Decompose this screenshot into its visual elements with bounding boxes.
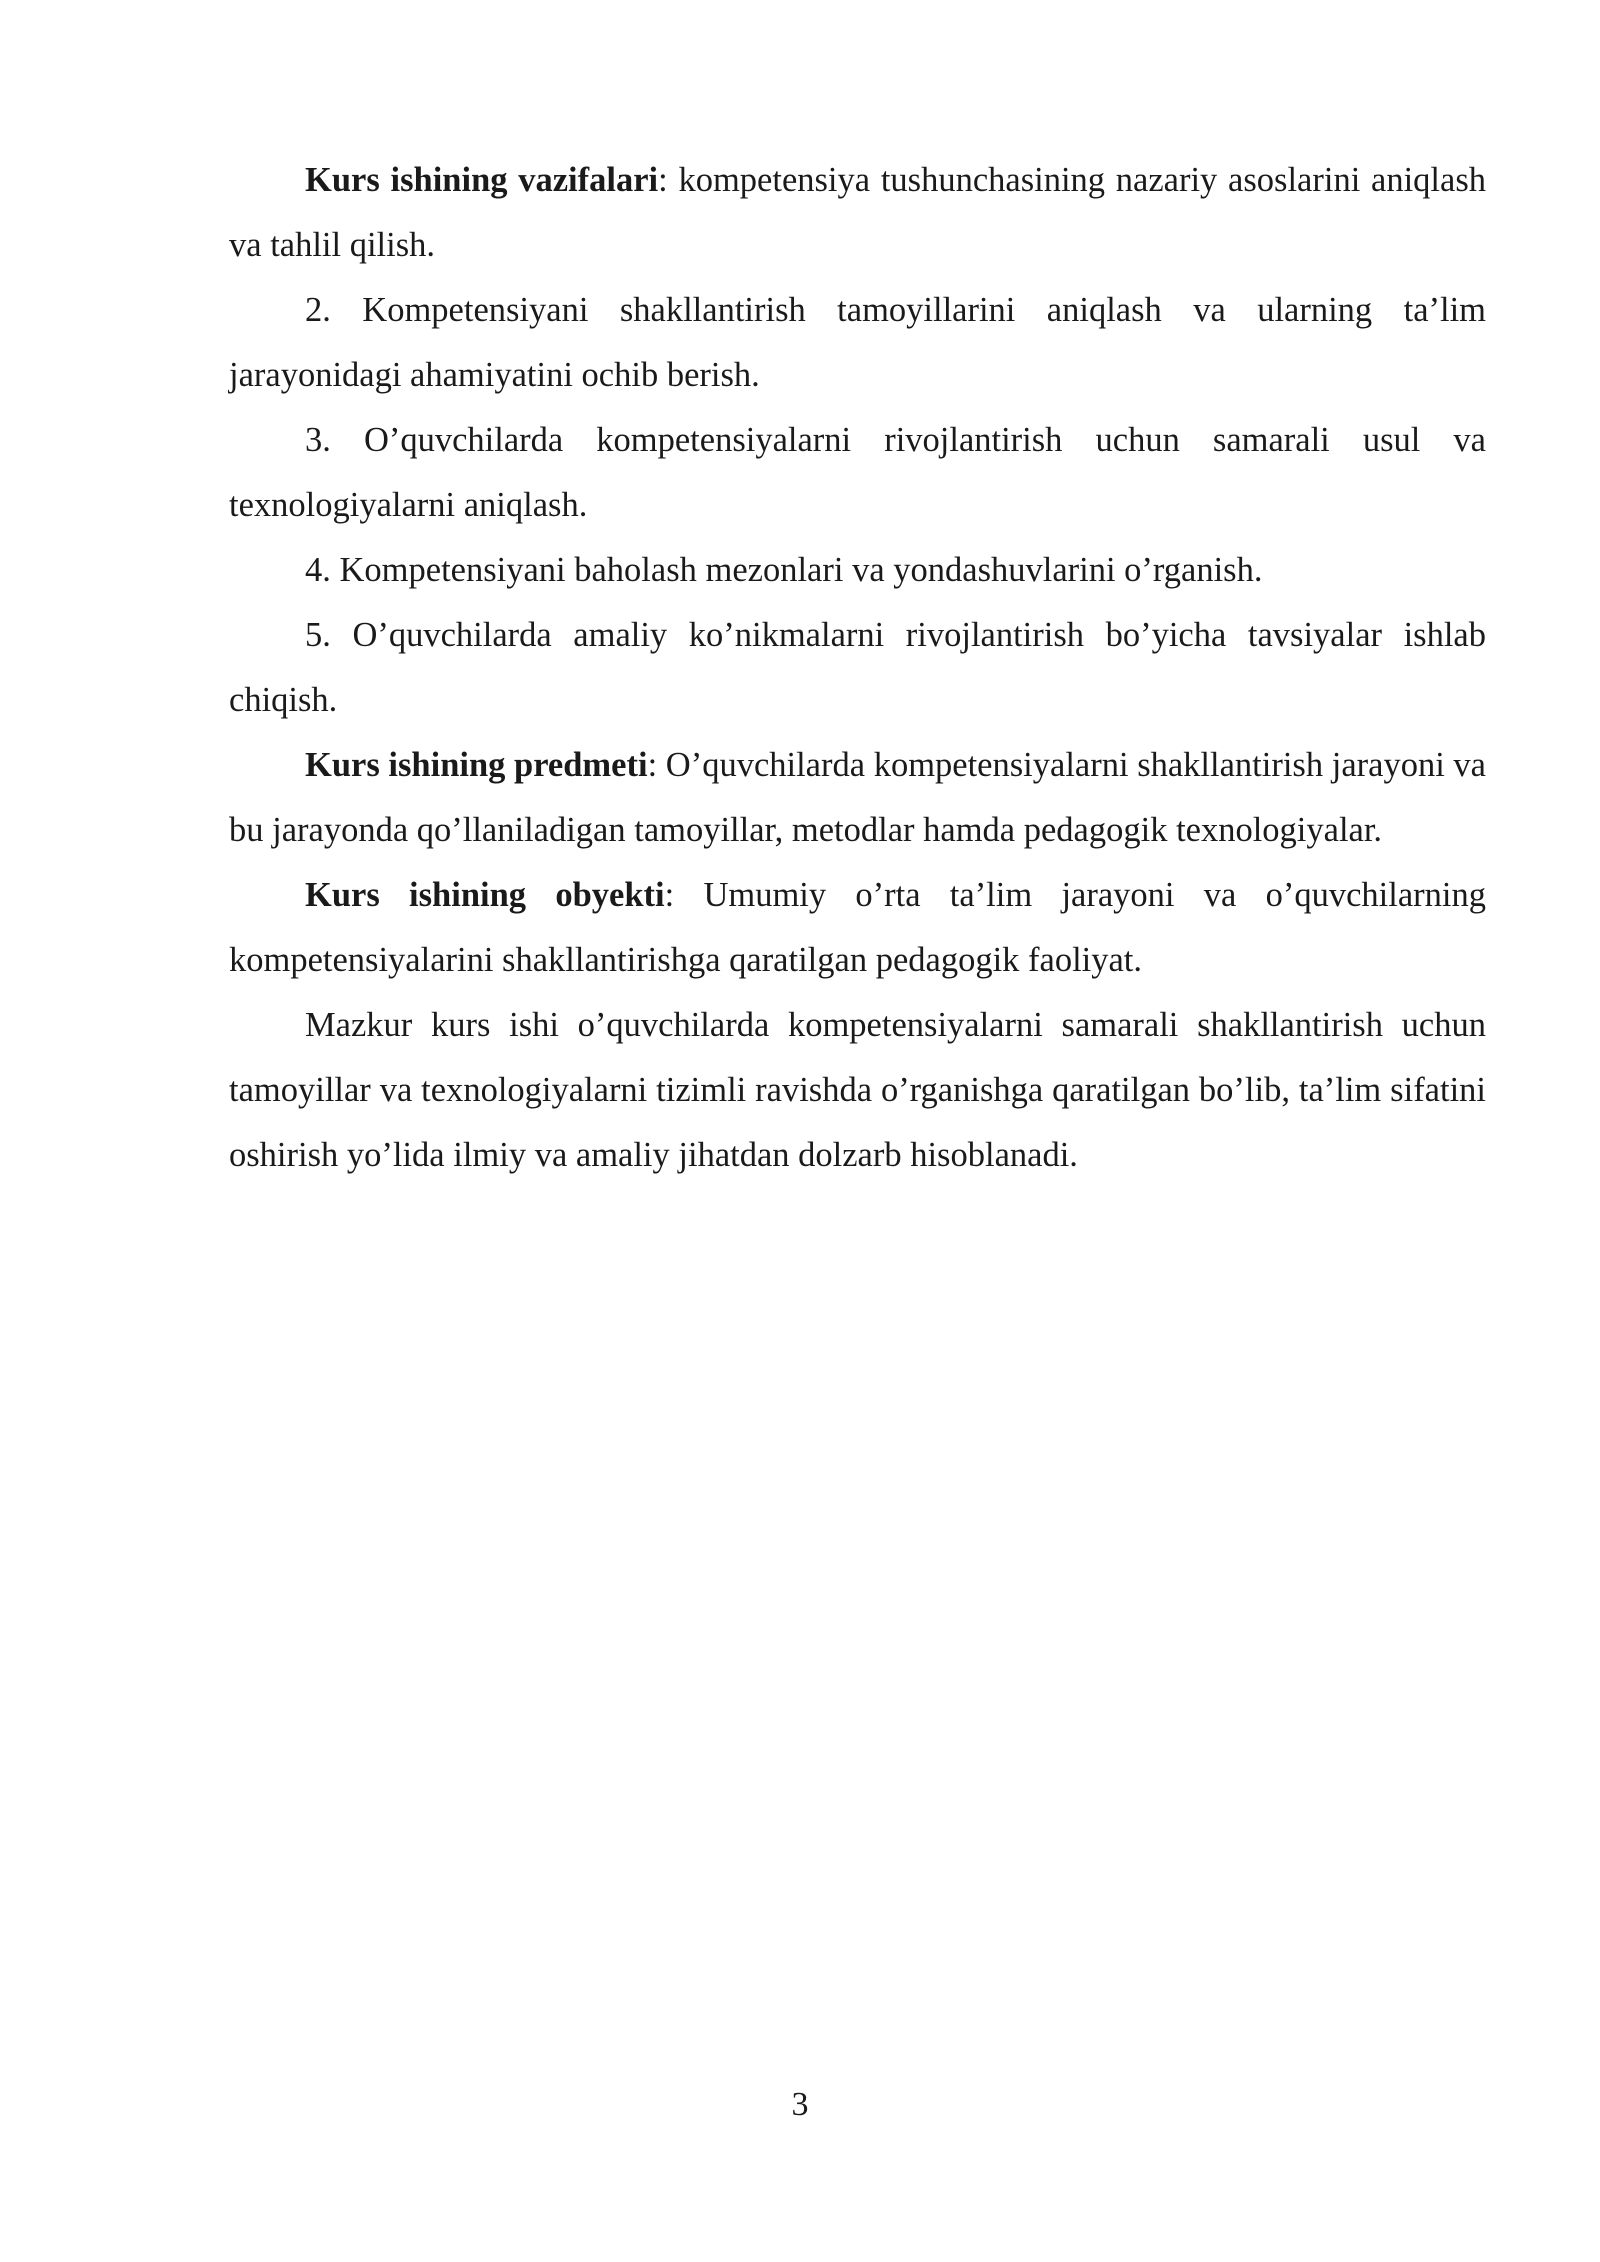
paragraph-mazkur: [229, 993, 1486, 1188]
list-item-4: [229, 538, 1486, 603]
paragraph-text: : O’quvchilarda kompetensiyalarni shakllantirish jarayoni va bu jarayonda qo’llaniladigan tamoyillar, metodlar hamda pedagogik texnologiyalar.: [229, 746, 1486, 849]
paragraph-predmeti: [229, 733, 1486, 863]
heading-vazifalari: Kurs ishining vazifalari: [305, 161, 659, 199]
paragraph-text: : kompetensiya tushunchasining nazariy asoslarini aniqlash va tahlil qilish.: [229, 161, 1486, 264]
page-number: 3: [791, 2086, 809, 2123]
heading-predmeti: Kurs ishining predmeti: [305, 746, 648, 784]
paragraph-text: 4. Kompetensiyani baholash mezonlari va yondashuvlarini o’rganish.: [305, 551, 1263, 589]
paragraph-text: : Umumiy o’rta ta’lim jarayoni va o’quvchilarning kompetensiyalarini shakllantirishga qaratilgan pedagogik faoliyat.: [229, 876, 1486, 979]
list-item-2: [229, 278, 1486, 408]
paragraph-vazifalari: [229, 148, 1486, 278]
paragraph-text: Mazkur kurs ishi o’quvchilarda kompetensiyalarni samarali shakllantirish uchun tamoyillar va texnologiyalarni tizimli ravishda o’rganishga qaratilgan bo’lib, ta’lim sifatini oshirish yo’lida ilmiy va amaliy jihatdan dolzarb hisoblanadi.: [229, 1006, 1486, 1174]
list-item-3: [229, 408, 1486, 538]
document-body: [229, 148, 1486, 1188]
heading-obyekti: Kurs ishining obyekti: [305, 876, 665, 914]
paragraph-text: 5. O’quvchilarda amaliy ko’nikmalarni rivojlantirish bo’yicha tavsiyalar ishlab chiqish.: [229, 616, 1486, 719]
paragraph-text: 3. O’quvchilarda kompetensiyalarni rivojlantirish uchun samarali usul va texnologiyalarni aniqlash.: [229, 421, 1486, 524]
paragraph-obyekti: [229, 863, 1486, 993]
paragraph-text: 2. Kompetensiyani shakllantirish tamoyillarini aniqlash va ularning ta’lim jarayonidagi ahamiyatini ochib berish.: [229, 291, 1486, 394]
list-item-5: [229, 603, 1486, 733]
